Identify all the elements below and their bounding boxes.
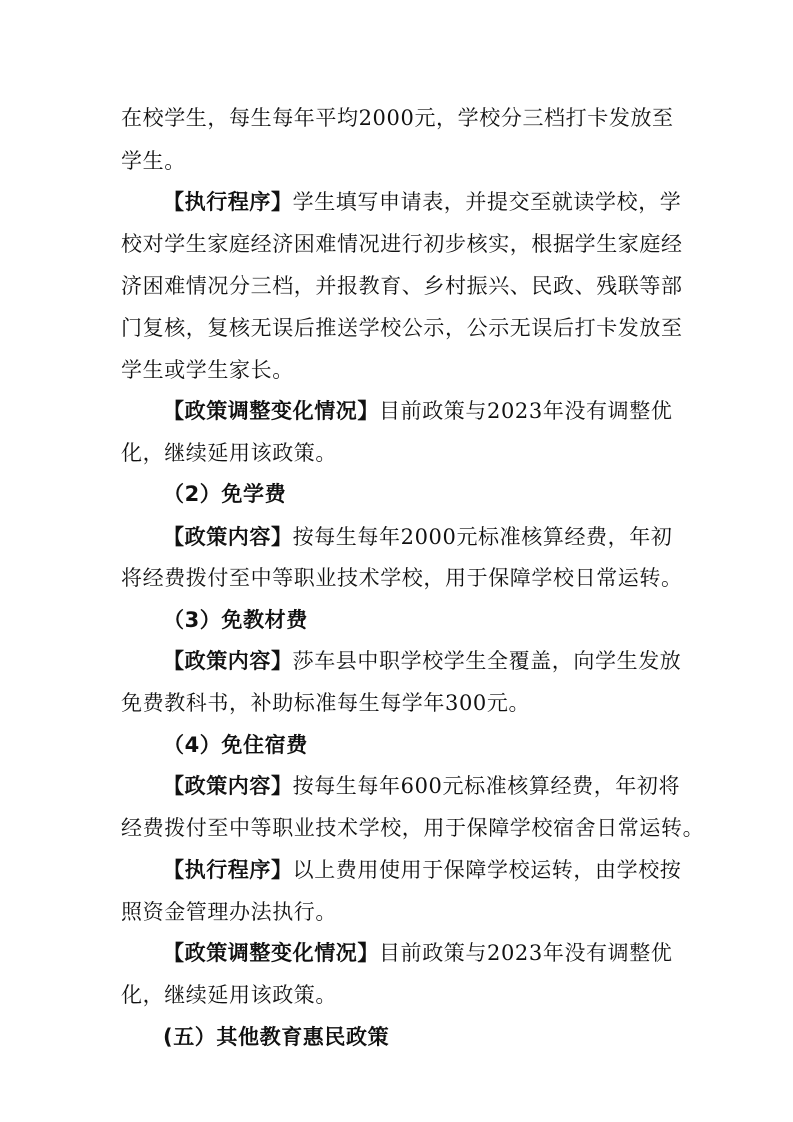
text-line: 按每生每年600元标准核算经费，年初将: [292, 774, 681, 798]
subsection-heading: [163, 479, 286, 509]
section-label: 【政策调整变化情况】: [163, 941, 379, 965]
text-line: 化，继续延用该政策。: [121, 983, 337, 1007]
paragraph-line: [163, 396, 672, 426]
text-line: 以上费用使用于保障学校运转，由学校按: [292, 858, 682, 882]
heading-text: （3）免教材费: [163, 608, 308, 632]
text-line: 目前政策与2023年没有调整优: [379, 399, 673, 423]
paragraph-line: [163, 855, 681, 885]
text-line: 照资金管理办法执行。: [121, 900, 337, 924]
text-line: 学生或学生家长。: [121, 358, 294, 382]
section-label: 【执行程序】: [163, 858, 293, 882]
text-line: 按每生每年2000元标准核算经费，年初: [292, 525, 673, 549]
section-label: 【执行程序】: [163, 190, 293, 214]
heading-text: （4）免住宿费: [163, 733, 308, 757]
text-line: 门复核，复核无误后推送学校公示，公示无误后打卡发放至: [121, 316, 683, 340]
text-line: 学生填写申请表，并提交至就读学校，学: [292, 190, 682, 214]
text-line: 化，继续延用该政策。: [121, 441, 337, 465]
paragraph-line: [121, 103, 674, 133]
section-label: 【政策内容】: [163, 525, 293, 549]
paragraph-line: [121, 313, 683, 343]
paragraph-line: [121, 229, 683, 259]
section-heading: [163, 1022, 389, 1052]
paragraph-line: [163, 522, 672, 552]
text-line: 在校学生，每生每年平均2000元，学校分三档打卡发放至: [121, 106, 674, 130]
section-label: 【政策内容】: [163, 774, 293, 798]
text-line: 经费拨付至中等职业技术学校，用于保障学校宿舍日常运转。: [121, 816, 705, 840]
text-line: 校对学生家庭经济困难情况进行初步核实，根据学生家庭经: [121, 232, 683, 256]
section-label: 【政策调整变化情况】: [163, 399, 379, 423]
subsection-heading: [163, 730, 308, 760]
text-line: 济困难情况分三档，并报教育、乡村振兴、民政、残联等部: [121, 274, 683, 298]
text-line: 学生。: [121, 149, 186, 173]
text-line: 莎车县中职学校学生全覆盖，向学生发放: [292, 649, 682, 673]
subsection-heading: [163, 605, 308, 635]
paragraph-line: [163, 938, 672, 968]
paragraph-line: [121, 146, 186, 176]
paragraph-line: [163, 187, 681, 217]
paragraph-line: [121, 355, 294, 385]
paragraph-line: [121, 980, 337, 1010]
heading-text: （2）免学费: [163, 482, 287, 506]
text-line: 免费教科书，补助标准每生每学年300元。: [121, 691, 531, 715]
paragraph-line: [121, 271, 683, 301]
paragraph-line: [121, 813, 704, 843]
heading-text: (五）其他教育惠民政策: [163, 1025, 390, 1049]
paragraph-line: [163, 646, 681, 676]
paragraph-line: [121, 688, 530, 718]
section-label: 【政策内容】: [163, 649, 293, 673]
paragraph-line: [121, 563, 683, 593]
text-line: 目前政策与2023年没有调整优: [379, 941, 673, 965]
paragraph-line: [163, 771, 680, 801]
text-line: 将经费拨付至中等职业技术学校，用于保障学校日常运转。: [121, 566, 683, 590]
paragraph-line: [121, 897, 337, 927]
paragraph-line: [121, 438, 337, 468]
